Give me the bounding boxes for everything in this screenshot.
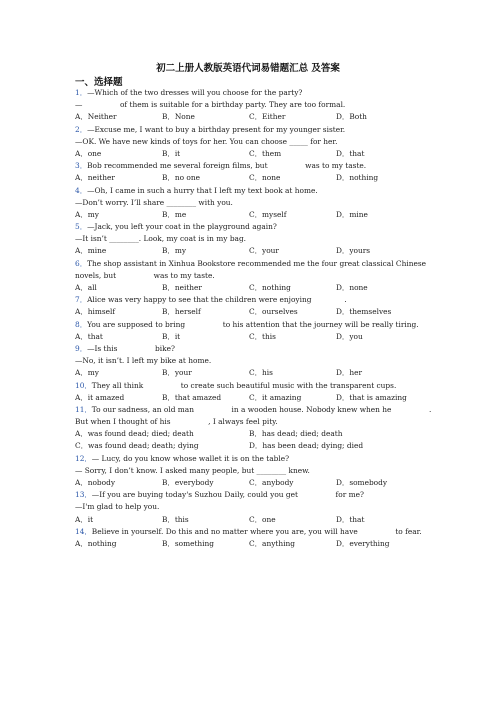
question-text: — Sorry, I don’t know. I asked many people, but ________ knew. (75, 465, 310, 475)
question-line (75, 233, 435, 245)
answer-option[interactable]: B．this (162, 514, 189, 524)
question-line (75, 99, 435, 111)
answer-option[interactable]: A．nothing (75, 538, 117, 548)
question-number: 13． (75, 490, 92, 500)
question-text: —Don’t worry. I’ll share ________ with you. (75, 197, 233, 207)
question-text: Alice was very happy to see that the children were enjoying . (87, 295, 347, 305)
option-row (75, 148, 435, 160)
question-line (75, 221, 435, 233)
question-line (75, 258, 435, 270)
question-item (75, 380, 435, 404)
option-row (75, 367, 435, 379)
answer-option[interactable]: C．anything (249, 538, 295, 548)
answer-option[interactable]: A．was found dead; died; death (75, 429, 194, 439)
question-line (75, 270, 435, 282)
answer-option[interactable]: B．None (162, 112, 195, 122)
answer-option[interactable]: D．themselves (336, 307, 392, 317)
question-text: novels, but was to my taste. (75, 270, 215, 280)
question-item (75, 319, 435, 343)
answer-option[interactable]: A．it (75, 514, 94, 524)
answer-option[interactable]: B．no one (162, 173, 200, 183)
answer-option[interactable]: D．that is amazing (336, 392, 407, 402)
section-heading: 一、选择题 (75, 77, 123, 88)
question-text: —Jack, you left your coat in the playground again? (87, 222, 277, 232)
question-number: 5． (75, 222, 88, 232)
answer-option[interactable]: C．was found dead; death; dying (75, 441, 199, 451)
question-text: —Oh, I came in such a hurry that I left my text book at home. (87, 185, 318, 195)
answer-option[interactable]: A．that (75, 331, 103, 341)
question-item (75, 160, 435, 184)
answer-option[interactable]: B．me (162, 209, 187, 219)
answer-option[interactable]: B．everybody (162, 478, 214, 487)
answer-option[interactable]: B．has dead; died; death (249, 429, 343, 439)
answer-option[interactable]: C．nothing (249, 283, 291, 292)
question-line (75, 197, 435, 209)
answer-option[interactable]: C．anybody (249, 478, 294, 487)
question-text: —I'm glad to help you. (75, 502, 160, 512)
answer-option[interactable]: D．has been dead; dying; died (249, 441, 364, 451)
question-line (75, 380, 435, 392)
question-item (75, 489, 435, 526)
answer-option[interactable]: C．Either (249, 112, 286, 122)
answer-option[interactable]: D．Both (336, 112, 367, 122)
answer-option[interactable]: C．this (249, 331, 276, 341)
question-text: —No, it isn’t. I left my bike at home. (75, 356, 212, 366)
question-line (75, 465, 435, 477)
question-text: —Excuse me, I want to buy a birthday present for my younger sister. (87, 124, 346, 134)
question-line (75, 355, 435, 367)
answer-option[interactable]: A．one (75, 148, 102, 158)
answer-option[interactable]: A．himself (75, 307, 116, 317)
question-text: Bob recommended me several foreign films, but was to my taste. (87, 161, 367, 171)
question-line (75, 136, 435, 148)
answer-option[interactable]: A．Neither (75, 112, 117, 122)
question-item (75, 404, 435, 453)
answer-option[interactable]: B．neither (162, 283, 202, 292)
question-text: —Is this bike? (87, 343, 175, 353)
question-text: —It isn’t ________. Look, my coat is in my bag. (75, 234, 247, 244)
option-row (75, 306, 435, 318)
question-text: Believe in yourself. Do this and no matter where you are, you will have to fear. (91, 526, 422, 536)
question-line (75, 501, 435, 513)
question-line (75, 453, 435, 465)
option-row (75, 245, 435, 257)
question-item (75, 258, 435, 295)
answer-option[interactable]: C．them (249, 148, 282, 158)
answer-option[interactable]: D．nothing (336, 173, 379, 183)
question-line (75, 294, 435, 306)
option-row (75, 538, 435, 550)
question-line (75, 404, 435, 416)
question-number: 8． (75, 319, 88, 329)
question-item (75, 221, 435, 258)
answer-option[interactable]: C．myself (249, 209, 287, 219)
question-text: — of them is suitable for a birthday party. They are too formal. (75, 100, 346, 110)
question-line (75, 87, 435, 99)
question-number: 11． (75, 404, 92, 414)
answer-option[interactable]: C．your (249, 246, 279, 256)
question-line (75, 343, 435, 355)
question-list (75, 87, 435, 550)
answer-option[interactable]: B．my (162, 246, 187, 256)
question-text: — Lucy, do you know whose wallet it is on the table? (91, 453, 290, 463)
answer-option[interactable]: D．mine (336, 209, 368, 219)
question-number: 3． (75, 161, 88, 171)
answer-option[interactable]: D．you (336, 331, 363, 341)
question-number: 2． (75, 124, 88, 134)
question-text: —Which of the two dresses will you choose for the party? (87, 88, 303, 97)
question-line (75, 160, 435, 172)
question-text: The shop assistant in Xinhua Bookstore recommended me the four great classical Chinese (87, 258, 427, 268)
option-row (75, 111, 435, 123)
question-text: To our sadness, an old man in a wooden house. Nobody knew when he . (91, 404, 432, 414)
question-item (75, 526, 435, 550)
option-row (75, 331, 435, 343)
option-row (75, 477, 435, 489)
answer-option[interactable]: B．your (162, 368, 192, 378)
question-text: They all think to create such beautiful music with the transparent cups. (91, 380, 397, 390)
answer-option[interactable]: C．his (249, 368, 273, 378)
page-title: 初二上册人教版英语代词易错题汇总 及答案 (156, 63, 340, 74)
question-line (75, 416, 435, 428)
option-row (75, 172, 435, 184)
question-number: 14． (75, 526, 92, 536)
question-item (75, 453, 435, 490)
answer-option[interactable]: C．ourselves (249, 307, 298, 317)
question-line (75, 185, 435, 197)
answer-option[interactable]: B．something (162, 538, 215, 548)
question-item (75, 294, 435, 318)
question-line (75, 319, 435, 331)
question-number: 12． (75, 453, 92, 463)
option-row (75, 440, 435, 452)
question-number: 7． (75, 295, 88, 305)
question-number: 10． (75, 380, 92, 390)
question-line (75, 526, 435, 538)
question-number: 4． (75, 185, 88, 195)
answer-option[interactable]: D．that (336, 148, 365, 158)
question-text: But when I thought of his , I always feel pity. (75, 417, 278, 427)
question-number: 6． (75, 258, 88, 268)
option-row (75, 282, 435, 294)
answer-option[interactable]: D．somebody (336, 478, 388, 487)
question-line (75, 489, 435, 501)
answer-option[interactable]: B．that amazed (162, 392, 222, 402)
question-line (75, 124, 435, 136)
question-number: 9． (75, 343, 88, 353)
answer-option[interactable]: D．that (336, 514, 365, 524)
answer-option[interactable]: A．mine (75, 246, 107, 256)
answer-option[interactable]: D．her (336, 368, 362, 378)
question-item (75, 343, 435, 380)
answer-option[interactable]: A．all (75, 283, 97, 292)
answer-option[interactable]: C．one (249, 514, 276, 524)
answer-option[interactable]: B．herself (162, 307, 201, 317)
answer-option[interactable]: A．my (75, 209, 99, 219)
answer-option[interactable]: C．none (249, 173, 281, 183)
answer-option[interactable]: D．everything (336, 538, 390, 548)
question-text: You are supposed to bring to his attention that the journey will be really tiring. (87, 319, 419, 329)
answer-option[interactable]: A．my (75, 368, 99, 378)
question-text: —If you are buying today's Suzhou Daily, could you get for me? (91, 490, 364, 500)
answer-option[interactable]: A．nobody (75, 478, 116, 487)
answer-option[interactable]: C．it amazing (249, 392, 302, 402)
answer-option[interactable]: A．neither (75, 173, 115, 183)
option-row (75, 514, 435, 526)
answer-option[interactable]: B．it (162, 331, 181, 341)
option-row (75, 209, 435, 221)
question-text: —OK. We have new kinds of toys for her. You can choose _____ for her. (75, 136, 338, 146)
question-item (75, 185, 435, 222)
question-item (75, 87, 435, 124)
question-item (75, 124, 435, 161)
option-row (75, 392, 435, 404)
option-row (75, 428, 435, 440)
question-number: 1． (75, 88, 88, 97)
answer-option[interactable]: D．none (336, 283, 368, 292)
answer-option[interactable]: A．it amazed (75, 392, 125, 402)
answer-option[interactable]: D．yours (336, 246, 371, 256)
answer-option[interactable]: B．it (162, 148, 181, 158)
